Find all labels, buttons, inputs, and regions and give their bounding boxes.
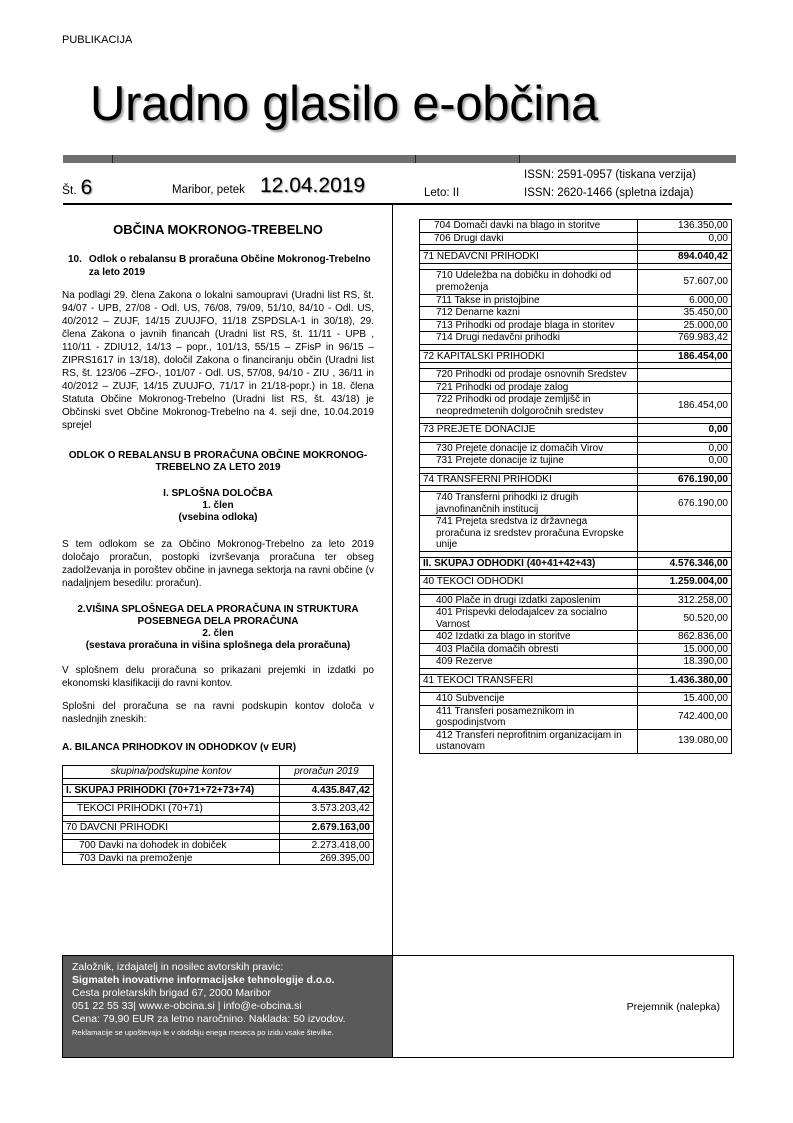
row-label: 72 KAPITALSKI PRIHODKI <box>420 350 638 363</box>
row-label: II. SKUPAJ ODHODKI (40+41+42+43) <box>420 557 638 570</box>
publisher-line: Založnik, izdajatelj in nosilec avtorskih pravic: <box>72 961 284 973</box>
row-label: 700 Davki na dohodek in dobiček <box>63 840 280 853</box>
row-value <box>638 381 732 394</box>
row-label: 712 Denarne kazni <box>420 307 638 320</box>
table-row <box>420 594 732 607</box>
issue-year: Leto: II <box>424 187 460 199</box>
complaints-note: Reklamacije se upoštevajo le v obdobju enega meseca po izidu vsake številke. <box>72 1028 334 1037</box>
row-label: 721 Prihodki od prodaje zalog <box>420 381 638 394</box>
section2-paragraph-1: V splošnem delu proračuna so prikazani prejemki in izdatki po ekonomski klasifikaciji do ravni kontov. <box>62 665 374 689</box>
publisher-address: Cesta proletarskih brigad 67, 2000 Maribor <box>72 987 272 999</box>
row-label: 720 Prihodki od prodaje osnovnih Sredstev <box>420 369 638 382</box>
row-label: 74 TRANSFERNI PRIHODKI <box>420 473 638 486</box>
row-value: 0,00 <box>638 455 732 468</box>
table-row <box>420 251 732 264</box>
row-value: 4.576.346,00 <box>638 557 732 570</box>
row-value: 186.454,00 <box>638 350 732 363</box>
row-label: 73 PREJETE DONACIJE <box>420 424 638 437</box>
table-row <box>420 307 732 320</box>
table-row <box>420 693 732 706</box>
municipality-heading: OBČINA MOKRONOG-TREBELNO <box>113 222 323 237</box>
row-value: 186.454,00 <box>638 394 732 418</box>
table-row <box>420 607 732 631</box>
row-value: 2.679.163,00 <box>280 821 374 834</box>
row-value: 50.520,00 <box>638 607 732 631</box>
item-title: Odlok o rebalansu B proračuna Občine Mokronog-Trebelno za leto 2019 <box>88 254 371 278</box>
issue-value: 6 <box>80 176 93 199</box>
table-row <box>420 492 732 516</box>
row-label: 400 Plače in drugi izdatki zaposlenim <box>420 594 638 607</box>
row-label: 409 Rezerve <box>420 656 638 669</box>
row-value: 15.000,00 <box>638 643 732 656</box>
row-label: 40 TEKOČI ODHODKI <box>420 576 638 589</box>
table-row <box>420 350 732 363</box>
table-row <box>420 220 732 233</box>
table-row <box>63 784 374 797</box>
issn-print: ISSN: 2591-0957 (tiskana verzija) <box>524 169 696 181</box>
section1-subtitle: (vsebina odloka) <box>178 512 258 523</box>
balance-table-right <box>419 219 732 754</box>
table-row <box>420 381 732 394</box>
balance-table-title: A. BILANCA PRIHODKOV IN ODHODKOV (v EUR) <box>62 742 297 753</box>
issue-number <box>62 176 92 200</box>
item-number: 10. <box>68 254 82 265</box>
decree-title: ODLOK O REBALANSU B PRORAČUNA OBČINE MOKRONOG-TREBELNO ZA LETO 2019 <box>68 450 368 473</box>
table-header-cell: proračun 2019 <box>280 766 374 779</box>
table-row <box>420 394 732 418</box>
table-row <box>420 332 732 345</box>
row-label: 401 Prispevki delodajalcev za socialno Varnost <box>420 607 638 631</box>
row-value: 139.080,00 <box>638 729 732 753</box>
row-label: 41 TEKOČI TRANSFERI <box>420 674 638 687</box>
row-label: 710 Udeležba na dobičku in dohodki od premoženja <box>420 269 638 294</box>
table-row <box>420 269 732 294</box>
row-label: I. SKUPAJ PRIHODKI (70+71+72+73+74) <box>63 784 280 797</box>
section1-paragraph: S tem odlokom se za Občino Mokronog-Trebelno za leto 2019 določajo proračun, postopki izvrševanja proračuna ter obseg zadolževanja in poroštev občine in javnega sektorja na ravni občine (v nadaljnjem besedilu: proračun). <box>62 539 374 589</box>
publisher-name: Sigmateh inovativne informacijske tehnologije d.o.o. <box>72 974 335 986</box>
row-label: 412 Transferi neprofitnim organizacijam in ustanovam <box>420 729 638 753</box>
publisher-contact: 051 22 55 33| www.e-obcina.si | info@e-obcina.si <box>72 1000 302 1012</box>
row-value: 676.190,00 <box>638 492 732 516</box>
issue-label: Št. <box>62 183 77 197</box>
page-title: Uradno glasilo e-občina <box>90 77 598 131</box>
row-label: TEKOČI PRIHODKI (70+71) <box>63 803 280 816</box>
table-row <box>63 840 374 853</box>
footer <box>62 955 734 1058</box>
section1-title: I. SPLOŠNA DOLOČBA <box>163 488 273 499</box>
row-value: 312.258,00 <box>638 594 732 607</box>
row-label: 70 DAVČNI PRIHODKI <box>63 821 280 834</box>
row-value: 0,00 <box>638 232 732 245</box>
issue-date: 12.04.2019 <box>260 174 366 197</box>
row-value <box>638 516 732 552</box>
row-label: 410 Subvencije <box>420 693 638 706</box>
row-value: 0,00 <box>638 442 732 455</box>
table-row <box>420 557 732 570</box>
row-value: 136.350,00 <box>638 220 732 233</box>
header-divider <box>63 203 732 205</box>
row-value: 742.400,00 <box>638 705 732 729</box>
table-row <box>420 674 732 687</box>
header-bar <box>63 155 736 163</box>
row-label: 740 Transferni prihodki iz drugih javnofinančnih institucij <box>420 492 638 516</box>
row-value: 0,00 <box>638 424 732 437</box>
column-divider <box>392 205 393 955</box>
row-label: 722 Prihodki od prodaje zemljišč in neopredmetenih dolgoročnih sredstev <box>420 394 638 418</box>
table-header-cell: skupina/podskupine kontov <box>63 766 280 779</box>
row-value: 894.040,42 <box>638 251 732 264</box>
row-value: 4.435.847,42 <box>280 784 374 797</box>
date-prefix: Maribor, petek <box>172 184 245 196</box>
table-row <box>63 821 374 834</box>
section1-article: 1. člen <box>202 500 234 511</box>
table-row <box>420 294 732 307</box>
row-label: 711 Takse in pristojbine <box>420 294 638 307</box>
subscription-price: Cena: 79,90 EUR za letno naročnino. Naklada: 50 izvodov. <box>72 1013 346 1025</box>
row-value: 25.000,00 <box>638 319 732 332</box>
table-row <box>63 852 374 865</box>
row-label: 402 Izdatki za blago in storitve <box>420 631 638 644</box>
table-row <box>420 319 732 332</box>
table-row <box>420 705 732 729</box>
item-heading <box>62 253 374 279</box>
row-value: 676.190,00 <box>638 473 732 486</box>
row-label: 713 Prihodki od prodaje blaga in storitev <box>420 319 638 332</box>
table-row <box>63 803 374 816</box>
row-value: 269.395,00 <box>280 852 374 865</box>
row-label: 403 Plačila domačih obresti <box>420 643 638 656</box>
row-label: 741 Prejeta sredstva iz državnega proračuna iz sredstev proračuna Evropske unije <box>420 516 638 552</box>
table-row <box>420 232 732 245</box>
table-row <box>420 516 732 552</box>
table-row <box>420 576 732 589</box>
balance-table-left <box>62 765 374 865</box>
row-value: 769.983,42 <box>638 332 732 345</box>
row-value: 1.436.380,00 <box>638 674 732 687</box>
section2-article: 2. člen <box>202 628 234 639</box>
section2-paragraph-2: Splošni del proračuna se na ravni podskupin kontov določa v naslednjih zneskih: <box>62 701 374 725</box>
row-value: 35.450,00 <box>638 307 732 320</box>
table-row <box>420 729 732 753</box>
publisher-info <box>63 956 392 1057</box>
section2-subtitle: (sestava proračuna in višina splošnega dela proračuna) <box>85 640 351 651</box>
row-value <box>638 369 732 382</box>
table-row <box>420 442 732 455</box>
row-value: 18.390,00 <box>638 656 732 669</box>
row-label: 731 Prejete donacije iz tujine <box>420 455 638 468</box>
table-row <box>420 369 732 382</box>
intro-paragraph: Na podlagi 29. člena Zakona o lokalni samoupravi (Uradni list RS, št. 94/07 - UPB, 27/08 - Odl. US, 76/08, 79/09, 51/10, 84/10 - Odl. US, 40/2012 – ZUJF, 14/15 ZUUJFO, 11/18 ZSPDSLA-1 in 30/18), 29. člena Zakona o javnih financah (Uradni list RS, št. 11/11 - UPB , 110/11 - ZDIU12, 14/13 – popr., 101/13, 55/15 – ZFisP in 96/15 – ZIPRS1617 in 13/18), določil Zakona o financiranju občin (Uradni list RS, št. 123/06 –ZFO-, 101/07 - Odl. US, 57/08, 94/10 - ZIU , 36/11 in 40/2012 – ZUJF, 14/15 ZUUJFO, 71/17 in 21/18-popr.) in 18. člena Statuta Občine Mokronog-Trebelno (Uradni list RS, št. 43/18) je Občinski svet Občine Mokronog-Trebelno na 4. seji dne, 10.04.2019 sprejel <box>62 290 374 431</box>
table-row <box>420 455 732 468</box>
row-label: 714 Drugi nedavčni prihodki <box>420 332 638 345</box>
row-value: 3.573.203,42 <box>280 803 374 816</box>
publication-label: PUBLIKACIJA <box>62 34 133 46</box>
row-value: 1.259.004,00 <box>638 576 732 589</box>
row-label: 71 NEDAVČNI PRIHODKI <box>420 251 638 264</box>
table-header-row <box>63 766 374 779</box>
table-row <box>420 656 732 669</box>
row-value: 862.836,00 <box>638 631 732 644</box>
row-label: 411 Transferi posameznikom in gospodinjstvom <box>420 705 638 729</box>
row-value: 57.607,00 <box>638 269 732 294</box>
row-label: 704 Domači davki na blago in storitve <box>420 220 638 233</box>
table-row <box>420 473 732 486</box>
row-label: 703 Davki na premoženje <box>63 852 280 865</box>
recipient-box <box>392 956 733 1057</box>
row-label: 730 Prejete donacije iz domačih Virov <box>420 442 638 455</box>
section2-title: 2.VIŠINA SPLOŠNEGA DELA PRORAČUNA IN STRUKTURA POSEBNEGA DELA PRORAČUNA <box>77 604 359 627</box>
table-row <box>420 424 732 437</box>
left-column <box>62 212 374 865</box>
recipient-label: Prejemnik (nalepka) <box>626 1001 720 1013</box>
table-row <box>420 643 732 656</box>
row-label: 706 Drugi davki <box>420 232 638 245</box>
row-value: 6.000,00 <box>638 294 732 307</box>
row-value: 15.400,00 <box>638 693 732 706</box>
row-value: 2.273.418,00 <box>280 840 374 853</box>
table-row <box>420 631 732 644</box>
issn-online: ISSN: 2620-1466 (spletna izdaja) <box>524 187 694 199</box>
